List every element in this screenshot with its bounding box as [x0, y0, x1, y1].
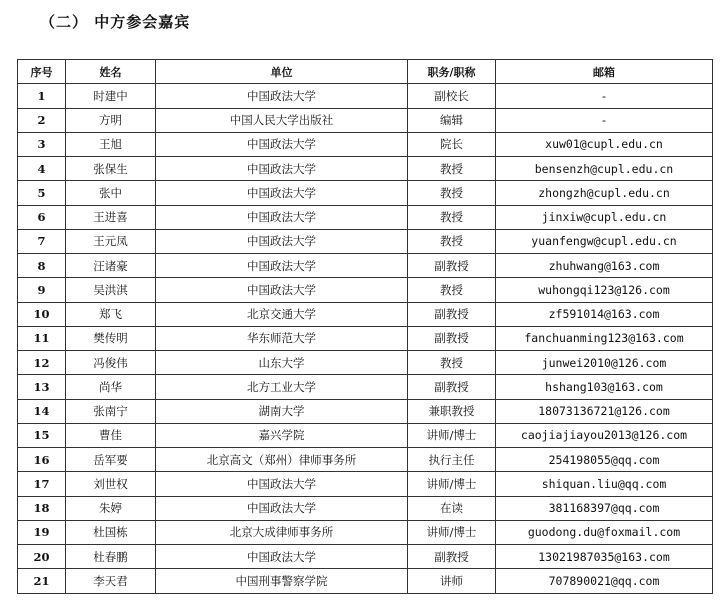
cell-name: 张保生 — [66, 157, 156, 181]
cell-index: 1 — [18, 84, 66, 108]
cell-email: shiquan.liu@qq.com — [496, 472, 713, 496]
table-row — [18, 496, 713, 520]
cell-name: 时建中 — [66, 84, 156, 108]
col-header-organization: 单位 — [156, 60, 408, 84]
cell-organization: 中国政法大学 — [156, 278, 408, 302]
cell-title: 讲师/博士 — [408, 472, 496, 496]
cell-index: 8 — [18, 254, 66, 278]
cell-title: 执行主任 — [408, 448, 496, 472]
cell-organization: 湖南大学 — [156, 399, 408, 423]
cell-name: 吴洪淇 — [66, 278, 156, 302]
cell-name: 郑飞 — [66, 302, 156, 326]
cell-email: zf591014@163.com — [496, 302, 713, 326]
cell-title: 教授 — [408, 205, 496, 229]
cell-email: wuhongqi123@126.com — [496, 278, 713, 302]
cell-organization: 中国政法大学 — [156, 496, 408, 520]
cell-index: 11 — [18, 326, 66, 350]
cell-email: 707890021@qq.com — [496, 569, 713, 593]
cell-organization: 中国政法大学 — [156, 84, 408, 108]
cell-name: 张中 — [66, 181, 156, 205]
table-row — [18, 545, 713, 569]
cell-email: bensenzh@cupl.edu.cn — [496, 157, 713, 181]
table-row — [18, 326, 713, 350]
cell-index: 3 — [18, 132, 66, 156]
cell-organization: 中国政法大学 — [156, 545, 408, 569]
col-header-title: 职务/职称 — [408, 60, 496, 84]
cell-email: 254198055@qq.com — [496, 448, 713, 472]
cell-email: fanchuanming123@163.com — [496, 326, 713, 350]
cell-email: xuw01@cupl.edu.cn — [496, 132, 713, 156]
cell-organization: 中国刑事警察学院 — [156, 569, 408, 593]
table-row — [18, 254, 713, 278]
cell-index: 20 — [18, 545, 66, 569]
table-row — [18, 520, 713, 544]
cell-title: 兼职教授 — [408, 399, 496, 423]
cell-email: zhuhwang@163.com — [496, 254, 713, 278]
col-header-name: 姓名 — [66, 60, 156, 84]
table-header-row — [18, 60, 713, 84]
cell-name: 王旭 — [66, 132, 156, 156]
cell-title: 副教授 — [408, 326, 496, 350]
cell-title: 教授 — [408, 157, 496, 181]
cell-organization: 中国政法大学 — [156, 472, 408, 496]
cell-name: 王元凤 — [66, 229, 156, 253]
cell-index: 14 — [18, 399, 66, 423]
cell-name: 尚华 — [66, 375, 156, 399]
cell-name: 杜春鹏 — [66, 545, 156, 569]
cell-name: 朱婷 — [66, 496, 156, 520]
cell-name: 方明 — [66, 108, 156, 132]
cell-email: zhongzh@cupl.edu.cn — [496, 181, 713, 205]
cell-organization: 中国政法大学 — [156, 181, 408, 205]
cell-title: 教授 — [408, 229, 496, 253]
table-row — [18, 448, 713, 472]
cell-name: 王进喜 — [66, 205, 156, 229]
cell-email: 381168397@qq.com — [496, 496, 713, 520]
table-row — [18, 351, 713, 375]
cell-organization: 中国政法大学 — [156, 254, 408, 278]
cell-title: 编辑 — [408, 108, 496, 132]
section-heading: （二） 中方参会嘉宾 — [40, 13, 191, 31]
cell-organization: 北京交通大学 — [156, 302, 408, 326]
cell-index: 13 — [18, 375, 66, 399]
cell-title: 副校长 — [408, 84, 496, 108]
cell-name: 张南宁 — [66, 399, 156, 423]
cell-index: 21 — [18, 569, 66, 593]
cell-index: 10 — [18, 302, 66, 326]
table-row — [18, 569, 713, 593]
cell-index: 12 — [18, 351, 66, 375]
cell-index: 2 — [18, 108, 66, 132]
table-row — [18, 108, 713, 132]
cell-title: 讲师/博士 — [408, 520, 496, 544]
cell-email: hshang103@163.com — [496, 375, 713, 399]
cell-index: 7 — [18, 229, 66, 253]
cell-email: jinxiw@cupl.edu.cn — [496, 205, 713, 229]
cell-title: 副教授 — [408, 302, 496, 326]
table-row — [18, 132, 713, 156]
cell-organization: 中国人民大学出版社 — [156, 108, 408, 132]
cell-organization: 嘉兴学院 — [156, 423, 408, 447]
cell-organization: 中国政法大学 — [156, 229, 408, 253]
cell-title: 副教授 — [408, 254, 496, 278]
cell-title: 讲师 — [408, 569, 496, 593]
cell-name: 杜国栋 — [66, 520, 156, 544]
table-row — [18, 157, 713, 181]
cell-title: 讲师/博士 — [408, 423, 496, 447]
table-row — [18, 84, 713, 108]
cell-name: 刘世权 — [66, 472, 156, 496]
cell-name: 李天君 — [66, 569, 156, 593]
table-row — [18, 229, 713, 253]
cell-email: junwei2010@126.com — [496, 351, 713, 375]
cell-index: 5 — [18, 181, 66, 205]
cell-index: 17 — [18, 472, 66, 496]
table-row — [18, 399, 713, 423]
cell-organization: 北方工业大学 — [156, 375, 408, 399]
table-row — [18, 423, 713, 447]
cell-title: 院长 — [408, 132, 496, 156]
cell-organization: 北京高文（郑州）律师事务所 — [156, 448, 408, 472]
col-header-index: 序号 — [18, 60, 66, 84]
cell-index: 6 — [18, 205, 66, 229]
cell-title: 教授 — [408, 278, 496, 302]
cell-title: 教授 — [408, 351, 496, 375]
cell-email: caojiajiayou2013@126.com — [496, 423, 713, 447]
cell-organization: 中国政法大学 — [156, 157, 408, 181]
cell-index: 16 — [18, 448, 66, 472]
cell-index: 18 — [18, 496, 66, 520]
table-row — [18, 278, 713, 302]
table-row — [18, 375, 713, 399]
cell-name: 樊传明 — [66, 326, 156, 350]
table-row — [18, 205, 713, 229]
cell-email: guodong.du@foxmail.com — [496, 520, 713, 544]
cell-index: 9 — [18, 278, 66, 302]
cell-title: 教授 — [408, 181, 496, 205]
table-row — [18, 472, 713, 496]
cell-name: 岳军要 — [66, 448, 156, 472]
cell-index: 4 — [18, 157, 66, 181]
cell-title: 副教授 — [408, 545, 496, 569]
cell-organization: 中国政法大学 — [156, 132, 408, 156]
cell-organization: 华东师范大学 — [156, 326, 408, 350]
table-body — [18, 84, 713, 593]
cell-name: 汪诸豪 — [66, 254, 156, 278]
col-header-email: 邮箱 — [496, 60, 713, 84]
cell-title: 副教授 — [408, 375, 496, 399]
cell-email: - — [496, 84, 713, 108]
table-row — [18, 181, 713, 205]
cell-organization: 北京大成律师事务所 — [156, 520, 408, 544]
cell-name: 曹佳 — [66, 423, 156, 447]
cell-email: - — [496, 108, 713, 132]
cell-title: 在读 — [408, 496, 496, 520]
cell-email: yuanfengw@cupl.edu.cn — [496, 229, 713, 253]
cell-email: 13021987035@163.com — [496, 545, 713, 569]
cell-organization: 山东大学 — [156, 351, 408, 375]
guest-table — [17, 59, 713, 594]
cell-organization: 中国政法大学 — [156, 205, 408, 229]
cell-email: 18073136721@126.com — [496, 399, 713, 423]
table-row — [18, 302, 713, 326]
cell-index: 19 — [18, 520, 66, 544]
cell-name: 冯俊伟 — [66, 351, 156, 375]
cell-index: 15 — [18, 423, 66, 447]
